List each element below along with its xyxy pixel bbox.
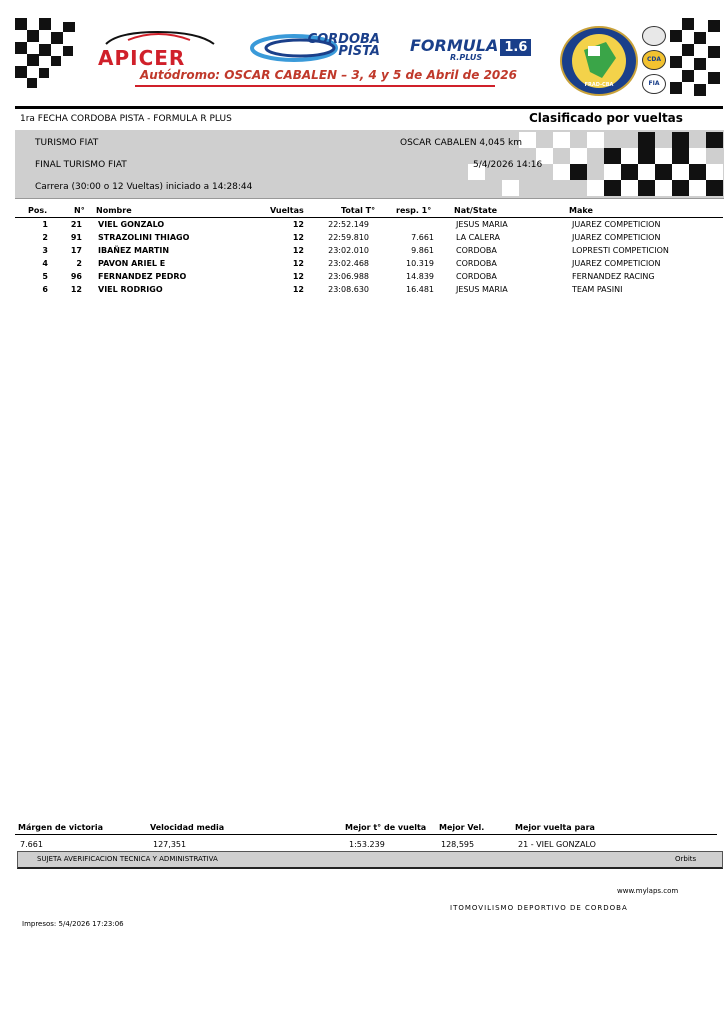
circuit-info: OSCAR CABALEN 4,045 km bbox=[400, 138, 523, 148]
frad-cba-logo: FRAD-CBA bbox=[560, 26, 638, 96]
session-category: TURISMO FIAT bbox=[35, 138, 99, 148]
cell-laps: 12 bbox=[292, 285, 304, 294]
best-speed-header: Mejor Vel. bbox=[439, 823, 485, 832]
best-speed-value: 128,595 bbox=[441, 840, 475, 849]
cell-name: STRAZOLINI THIAGO bbox=[98, 233, 190, 242]
federation-logos bbox=[640, 24, 670, 98]
col-header-nat: Nat/State bbox=[454, 206, 498, 215]
apicer-logo: APICER bbox=[98, 30, 222, 70]
best-lap-time-value: 1:53.239 bbox=[349, 840, 385, 849]
table-header-rule bbox=[15, 217, 723, 218]
cell-make: JUAREZ COMPETICION bbox=[572, 233, 661, 242]
cell-laps: 12 bbox=[292, 259, 304, 268]
cda-logo: CDA bbox=[642, 50, 666, 70]
avg-speed-value: 127,351 bbox=[153, 840, 187, 849]
cell-pos: 1 bbox=[42, 220, 48, 229]
header-divider bbox=[15, 106, 723, 109]
cell-no: 12 bbox=[70, 285, 82, 294]
cell-nat: CORDOBA bbox=[456, 259, 497, 268]
checkered-flag-left-icon bbox=[15, 18, 77, 90]
cell-make: LOPRESTI COMPETICION bbox=[572, 246, 669, 255]
event-venue-dates: Autódromo: OSCAR CABALEN – 3, 4 y 5 de Abril de 2026 bbox=[140, 68, 517, 82]
cell-total: 23:02.468 bbox=[328, 259, 369, 268]
cell-total: 22:59.810 bbox=[328, 233, 369, 242]
cell-make: FERNANDEZ RACING bbox=[572, 272, 655, 281]
cell-gap: 7.661 bbox=[411, 233, 434, 242]
cell-gap: 10.319 bbox=[406, 259, 434, 268]
cell-name: FERNANDEZ PEDRO bbox=[98, 272, 187, 281]
cell-name: VIEL RODRIGO bbox=[98, 285, 163, 294]
verification-note: SUJETA AVERIFICACION TECNICA Y ADMINISTRATIVA bbox=[37, 855, 218, 863]
cell-pos: 3 bbox=[42, 246, 48, 255]
best-lap-for-header: Mejor vuelta para bbox=[515, 823, 595, 832]
cell-pos: 6 bbox=[42, 285, 48, 294]
acc-seal-icon bbox=[642, 26, 666, 46]
margin-header: Márgen de victoria bbox=[18, 823, 103, 832]
cell-make: TEAM PASINI bbox=[572, 285, 623, 294]
col-header-gap: resp. 1° bbox=[396, 206, 432, 215]
printed-timestamp: Impresos: 5/4/2026 17:23:06 bbox=[22, 920, 124, 928]
association-name: ITOMOVILISMO DEPORTIVO DE CORDOBA bbox=[450, 904, 628, 912]
cell-total: 22:52.149 bbox=[328, 220, 369, 229]
cell-name: IBAÑEZ MARTIN bbox=[98, 246, 170, 255]
fia-logo: FIA bbox=[642, 74, 666, 94]
cell-laps: 12 bbox=[292, 246, 304, 255]
col-header-no: N° bbox=[74, 206, 85, 215]
cell-nat: JESUS MARIA bbox=[456, 220, 508, 229]
session-name: FINAL TURISMO FIAT bbox=[35, 160, 127, 170]
session-datetime: 5/4/2026 14:16 bbox=[473, 160, 543, 170]
cell-nat: LA CALERA bbox=[456, 233, 500, 242]
cell-gap: 14.839 bbox=[406, 272, 434, 281]
orbits-label: Orbits bbox=[675, 855, 697, 863]
col-header-make: Make bbox=[569, 206, 593, 215]
col-header-pos: Pos. bbox=[28, 206, 48, 215]
cell-no: 96 bbox=[70, 272, 82, 281]
cell-name: VIEL GONZALO bbox=[98, 220, 165, 229]
cell-gap: 16.481 bbox=[406, 285, 434, 294]
cell-pos: 2 bbox=[42, 233, 48, 242]
race-info: Carrera (30:00 o 12 Vueltas) iniciado a 14:28:44 bbox=[35, 182, 253, 192]
cell-pos: 5 bbox=[42, 272, 48, 281]
cell-nat: CORDOBA bbox=[456, 272, 497, 281]
event-title: 1ra FECHA CORDOBA PISTA - FORMULA R PLUS bbox=[20, 114, 232, 124]
col-header-laps: Vueltas bbox=[270, 206, 304, 215]
cell-laps: 12 bbox=[292, 220, 304, 229]
cell-pos: 4 bbox=[42, 259, 48, 268]
cell-no: 91 bbox=[70, 233, 82, 242]
classification-title: Clasificado por vueltas bbox=[529, 111, 683, 125]
cell-name: PAVON ARIEL E bbox=[98, 259, 166, 268]
avg-speed-header: Velocidad media bbox=[150, 823, 225, 832]
cell-nat: JESUS MARIA bbox=[456, 285, 508, 294]
best-lap-time-header: Mejor t° de vuelta bbox=[345, 823, 427, 832]
cell-make: JUAREZ COMPETICION bbox=[572, 259, 661, 268]
cell-laps: 12 bbox=[292, 272, 304, 281]
formula-rplus-logo: FORMULA 1.6 R.PLUS bbox=[410, 36, 531, 62]
website-link[interactable]: www.mylaps.com bbox=[617, 887, 679, 895]
cordoba-pista-logo: CORDOBA PISTA bbox=[250, 34, 384, 62]
checkered-flag-right-icon bbox=[668, 18, 724, 96]
cell-total: 23:06.988 bbox=[328, 272, 369, 281]
cell-nat: CORDOBA bbox=[456, 246, 497, 255]
cell-no: 21 bbox=[70, 220, 82, 229]
footer-rule bbox=[15, 834, 717, 835]
cell-laps: 12 bbox=[292, 233, 304, 242]
cell-no: 17 bbox=[70, 246, 82, 255]
cell-gap: 9.861 bbox=[411, 246, 434, 255]
cell-no: 2 bbox=[76, 259, 82, 268]
margin-value: 7.661 bbox=[20, 840, 43, 849]
col-header-name: Nombre bbox=[96, 206, 132, 215]
cell-total: 23:08.630 bbox=[328, 285, 369, 294]
cell-total: 23:02.010 bbox=[328, 246, 369, 255]
best-lap-for-value: 21 - VIEL GONZALO bbox=[518, 840, 596, 849]
col-header-total: Total T° bbox=[341, 206, 376, 215]
cell-make: JUAREZ COMPETICION bbox=[572, 220, 661, 229]
event-underline bbox=[135, 85, 495, 87]
